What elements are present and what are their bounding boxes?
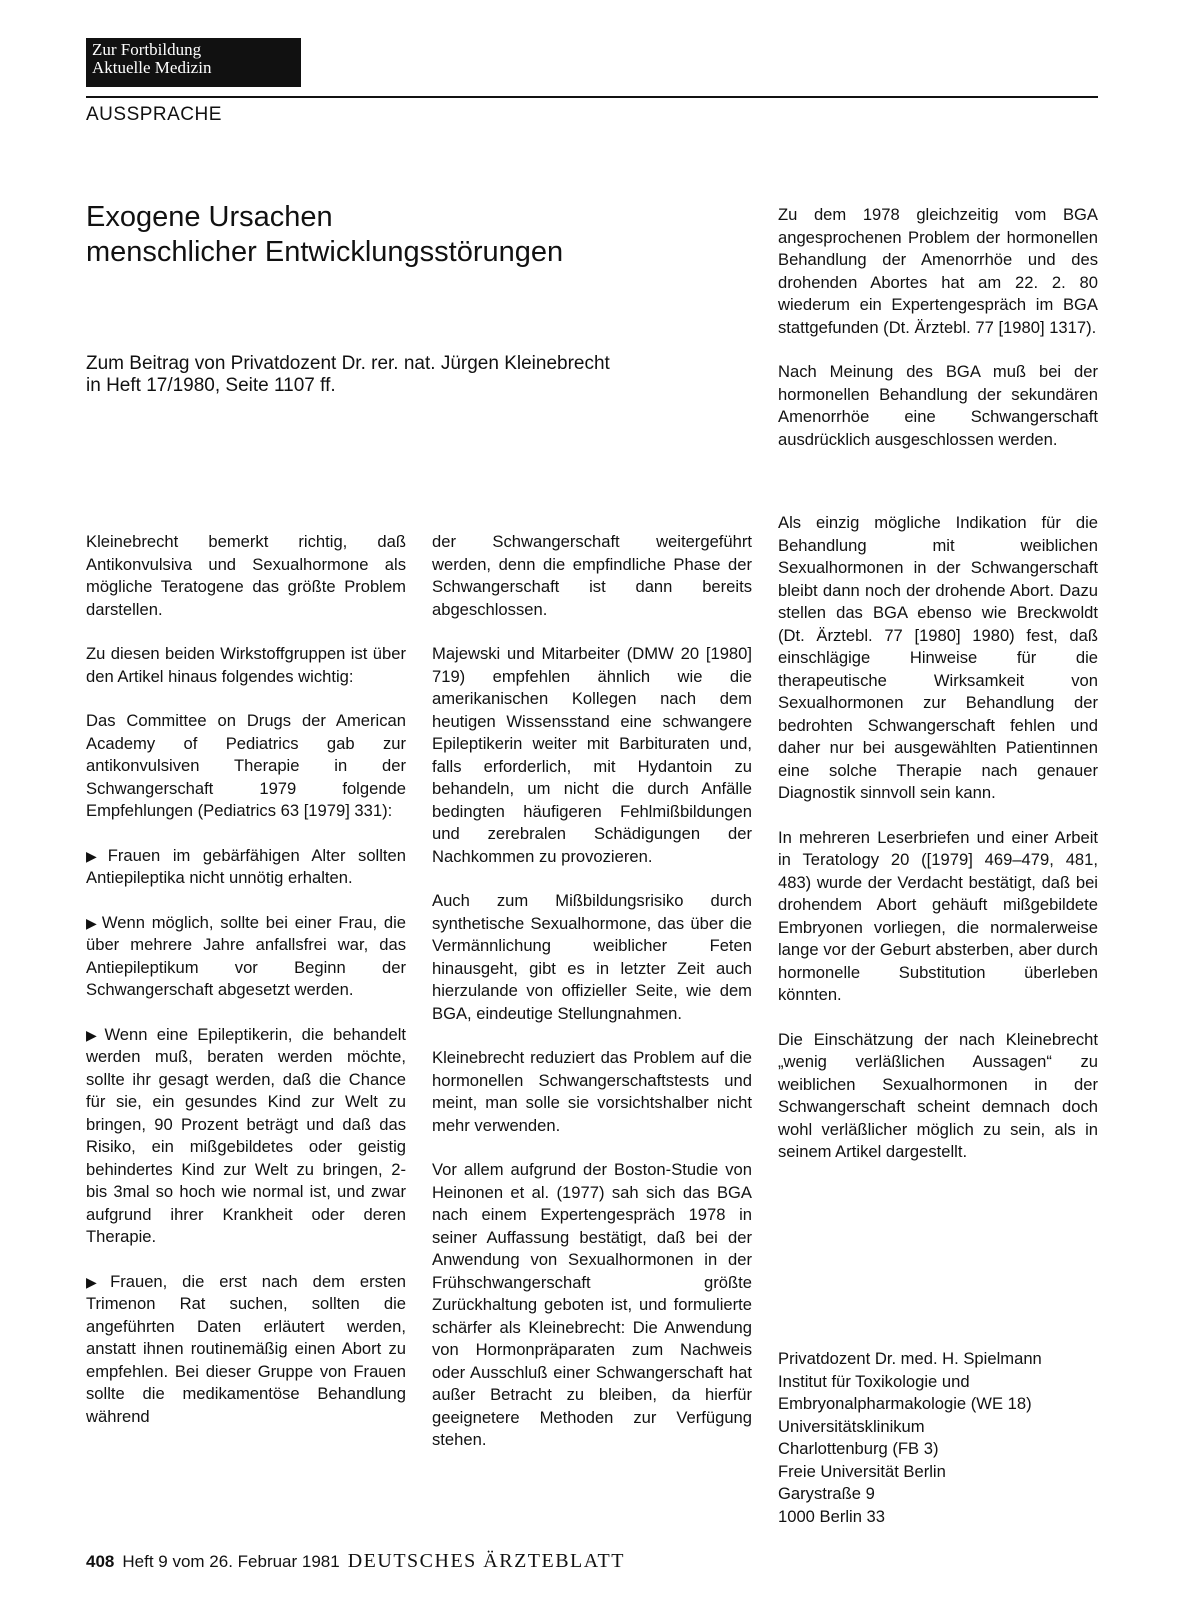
triangle-bullet-icon: ▶: [86, 1026, 102, 1043]
triangle-bullet-icon: ▶: [86, 914, 99, 931]
bullet-text: Frauen im gebärfähigen Alter sollten Antiepileptika nicht unnötig erhalten.: [86, 845, 406, 887]
bullet-text: Frauen, die erst nach dem ersten Trimenon Rat suchen, sollten die angeführten Daten erläutert werden, anstatt ihnen routinemäßig einen Abort zu empfehlen. Bei dieser Gruppe von Frauen sollte die medikamentöse Behandlung während: [86, 1271, 406, 1426]
author-line: Universitätsklinikum: [778, 1416, 925, 1436]
author-line: Institut für Toxikologie und: [778, 1371, 970, 1391]
triangle-bullet-icon: ▶: [86, 847, 105, 864]
author-line: 1000 Berlin 33: [778, 1506, 886, 1526]
rubric-box: [86, 38, 301, 87]
paragraph: Die Einschätzung der nach Kleinebrecht „wenig verläßlichen Aussagen“ zu weiblichen Sexualhormonen in der Schwangerschaft scheint demnach doch wohl verläßlicher möglich zu sein, als in seinem Artikel dargestellt.: [778, 1029, 1098, 1161]
bullet-item: [86, 912, 406, 1002]
paragraph: Zu diesen beiden Wirkstoffgruppen ist über den Artikel hinaus folgendes wichtig:: [86, 644, 406, 686]
page-footer: [86, 1550, 625, 1573]
journal-name: DEUTSCHES ÄRZTEBLATT: [347, 1550, 625, 1572]
author-line: Privatdozent Dr. med. H. Spielmann: [778, 1349, 1042, 1368]
bullet-item: [86, 1024, 406, 1249]
rubric-line-1: Zur Fortbildung: [92, 40, 202, 59]
subtitle-line-2: in Heft 17/1980, Seite 1107 ff.: [86, 375, 336, 396]
bullet-text: Wenn möglich, sollte bei einer Frau, die über mehrere Jahre anfallsfrei war, das Antiepileptikum vor Beginn der Schwangerschaft abgesetzt werden.: [86, 912, 406, 999]
paragraph: Das Committee on Drugs der American Academy of Pediatrics gab zur antikonvulsiven Therapie in der Schwangerschaft 1979 folgende Empfehlungen (Pediatrics 63 [1979] 331):: [86, 711, 406, 820]
article-title: [86, 200, 563, 270]
section-label: AUSSPRACHE: [86, 104, 222, 125]
author-line: Embryonalpharmakologie (WE 18): [778, 1394, 1032, 1413]
paragraph: In mehreren Leserbriefen und einer Arbeit in Teratology 20 ([1979] 469–479, 481, 483) wurde der Verdacht bestätigt, daß bei drohendem Abort gehäuft mißgebildete Embryonen vorliegen, die normalerweise lange vor der Geburt absterben, aber durch hormonelle Substitution überleben könnten.: [778, 827, 1098, 1004]
author-line: Freie Universität Berlin: [778, 1461, 946, 1481]
author-line: Garystraße 9: [778, 1484, 875, 1503]
paragraph: Vor allem aufgrund der Boston-Studie von Heinonen et al. (1977) sah sich das BGA nach einem Expertengespräch 1978 in seiner Auffassung bestätigt, daß bei der Anwendung von Sexualhormonen in der Frühschwangerschaft größte Zurückhaltung geboten ist, und formulierte schärfer als Kleinebrecht: Die Anwendung von Hormonpräparaten zum Nachweis oder Ausschluß einer Schwangerschaft hat außer Betracht zu bleiben, da hierfür geeignetere Methoden zur Verfügung stehen.: [432, 1160, 752, 1449]
bullet-item: [86, 1271, 406, 1429]
page-number: 408: [86, 1552, 115, 1571]
paragraph: Kleinebrecht bemerkt richtig, daß Antikonvulsiva und Sexualhormone als mögliche Teratogene das größte Problem darstellen.: [86, 532, 406, 619]
triangle-bullet-icon: ▶: [86, 1273, 108, 1290]
author-line: Charlottenburg (FB 3): [778, 1439, 939, 1458]
paragraph: Kleinebrecht reduziert das Problem auf die hormonellen Schwangerschaftstests und meint, man solle sie vorsichtshalber nicht mehr verwenden.: [432, 1048, 752, 1135]
rubric-line-2: Aktuelle Medizin: [92, 58, 212, 77]
author-address: [778, 1348, 1108, 1528]
article-subtitle: [86, 353, 610, 397]
header-rule: [86, 96, 1098, 98]
paragraph: Auch zum Mißbildungsrisiko durch synthetische Sexualhormone, das über die Vermännlichung weiblicher Feten hinausgeht, gibt es in letzter Zeit auch hierzulande von offizieller Seite, wie dem BGA, eindeutige Stellungnahmen.: [432, 891, 752, 1023]
title-line-2: menschlicher Entwicklungsstörungen: [86, 236, 564, 268]
bullet-text: Wenn eine Epileptikerin, die behandelt werden muß, beraten werden möchte, sollte ihr gesagt werden, daß die Chance für sie, ein gesundes Kind zur Welt zu bringen, 90 Prozent beträgt und daß das Risiko, ein mißgebildetes oder geistig behindertes Kind zur Welt zu bringen, 2- bis 3mal so hoch wie normal ist, und zwar aufgrund ihrer Krankheit oder deren Therapie.: [86, 1024, 406, 1246]
paragraph: Nach Meinung des BGA muß bei der hormonellen Behandlung der sekundären Amenorrhöe eine Schwangerschaft ausdrücklich ausgeschlossen werden.: [778, 362, 1098, 449]
column-2: [432, 531, 752, 1452]
column-3-top: [778, 204, 1098, 451]
column-3-bottom: [778, 512, 1098, 1164]
paragraph: Majewski und Mitarbeiter (DMW 20 [1980] 719) empfehlen ähnlich wie die amerikanischen Kollegen nach dem heutigen Wissensstand eine schwangere Epileptikerin weiter mit Barbituraten und, falls erforderlich, mit Hydantoin zu behandeln, um nicht die durch Anfälle bedingten häufigeren Fehlmißbildungen und zerebralen Schädigungen der Nachkommen zu provozieren.: [432, 644, 752, 866]
issue-info: Heft 9 vom 26. Februar 1981: [122, 1552, 340, 1571]
title-line-1: Exogene Ursachen: [86, 201, 333, 233]
subtitle-line-1: Zum Beitrag von Privatdozent Dr. rer. nat. Jürgen Kleinebrecht: [86, 353, 610, 374]
paragraph: Als einzig mögliche Indikation für die Behandlung mit weiblichen Sexualhormonen in der Schwangerschaft bleibt dann noch der drohende Abort. Dazu stellen das BGA ebenso wie Breckwoldt (Dt. Ärztebl. 77 [1980] 1980) fest, daß einschlägige Hinweise für die therapeutische Wirksamkeit von Sexualhormonen zur Behandlung der bedrohten Schwangerschaft fehlen und daher nur bei ausgewählten Patientinnen eine solche Therapie nach genauer Diagnostik sinnvoll sein kann.: [778, 513, 1098, 802]
paragraph: Zu dem 1978 gleichzeitig vom BGA angesprochenen Problem der hormonellen Behandlung der Amenorrhöe und des drohenden Abortes hat am 22. 2. 80 wiederum ein Expertengespräch im BGA stattgefunden (Dt. Ärztebl. 77 [1980] 1317).: [778, 205, 1098, 337]
paragraph: der Schwangerschaft weitergeführt werden, denn die empfindliche Phase der Schwangerschaft ist dann bereits abgeschlossen.: [432, 532, 752, 619]
column-1: [86, 531, 406, 1428]
bullet-item: [86, 845, 406, 890]
